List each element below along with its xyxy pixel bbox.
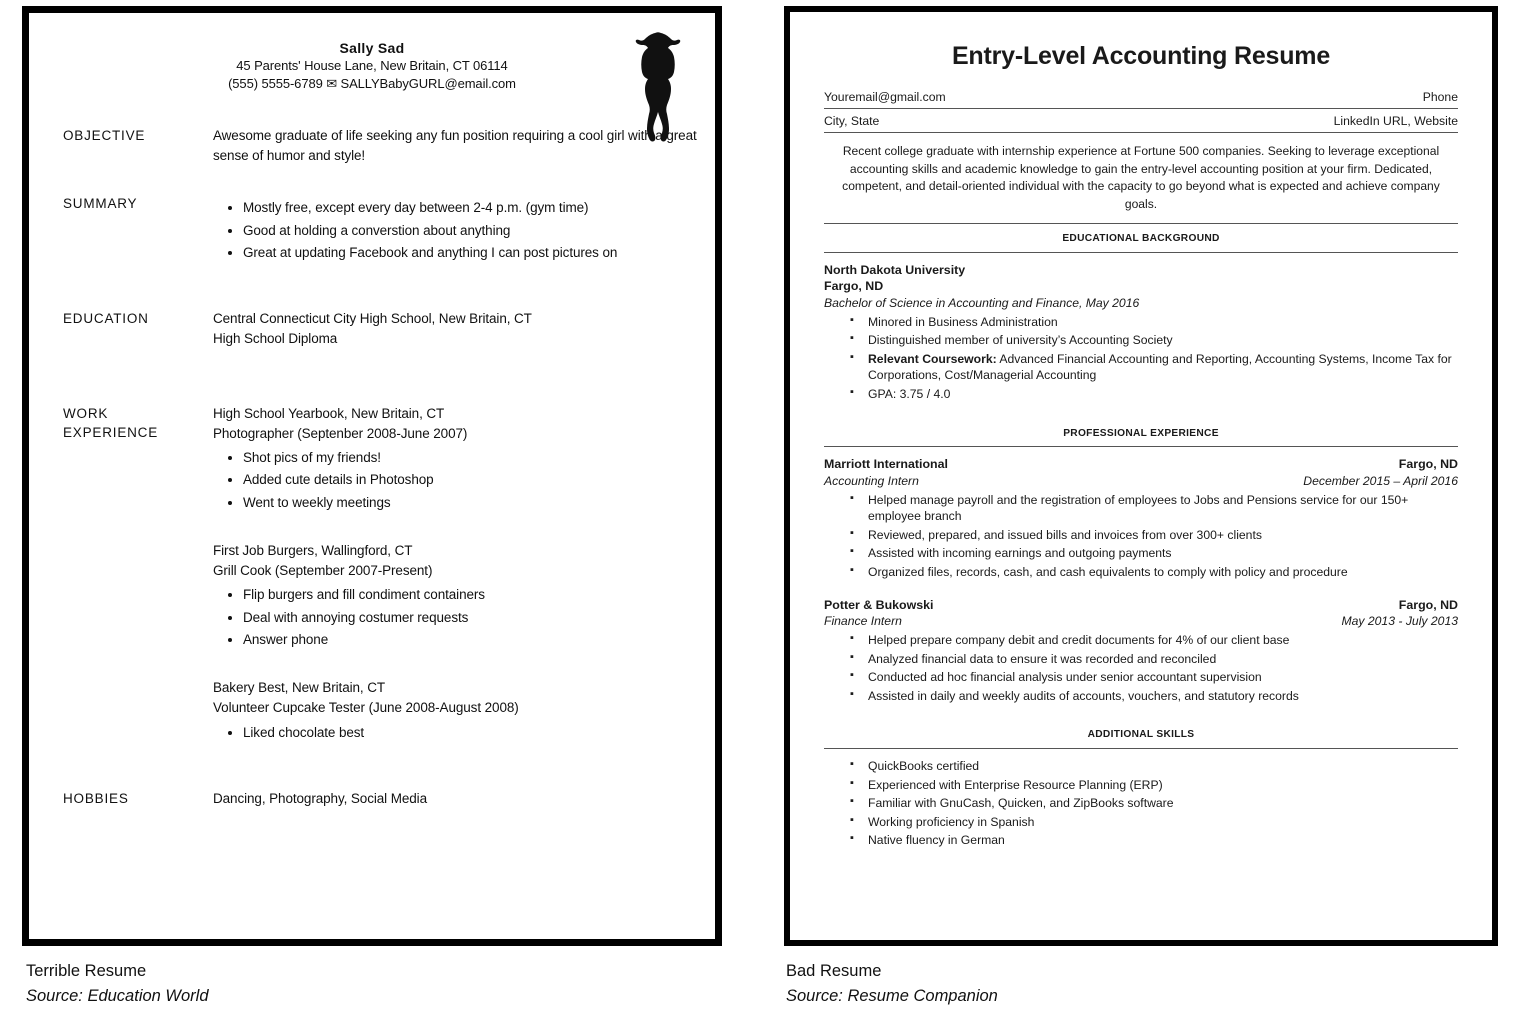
list-item: ▪ Analyzed financial data to ensure it was recorded and reconciled <box>850 651 1458 668</box>
left-job-1 <box>213 404 705 513</box>
right-job-1-location: Fargo, ND <box>1398 457 1458 472</box>
spacer <box>824 405 1458 419</box>
right-contact-row-1 <box>824 89 1458 109</box>
right-job-2-org-row <box>824 597 1458 613</box>
right-education-school: North Dakota University <box>824 262 966 277</box>
spacer <box>63 293 705 309</box>
list-item: • Good at holding a converstion about anything <box>243 221 705 241</box>
left-education-content <box>213 309 705 350</box>
right-job-1 <box>824 456 1458 580</box>
left-section-summary <box>63 194 705 265</box>
caption-right <box>786 962 998 1006</box>
left-education-line-1: Central Connecticut City High School, New Britain, CT <box>213 311 532 327</box>
right-job-1-org-row <box>824 456 1458 472</box>
right-education-degree: Bachelor of Science in Accounting and Finance, May 2016 <box>824 295 1140 310</box>
right-contact-row-2 <box>824 113 1458 133</box>
list-item: ▪ Working proficiency in Spanish <box>850 814 1458 831</box>
left-job-2-line-1: First Job Burgers, Wallingford, CT <box>213 542 413 558</box>
right-city-state: City, State <box>824 114 880 129</box>
list-item: ▪ Conducted ad hoc financial analysis under senior accountant supervision <box>850 669 1458 686</box>
list-item: ▪ Native fluency in German <box>850 832 1458 849</box>
terrible-resume-document <box>29 13 715 939</box>
left-hobbies-text: Dancing, Photography, Social Media <box>213 790 427 806</box>
left-section-education <box>63 309 705 350</box>
left-objective-label: OBJECTIVE <box>63 127 146 143</box>
list-item: • Mostly free, except every day between 2-4 p.m. (gym time) <box>243 198 705 218</box>
right-experience-heading-text: PROFESSIONAL EXPERIENCE <box>1063 427 1219 439</box>
right-job-2-dates: May 2013 - July 2013 <box>1341 613 1458 628</box>
right-job-2-list <box>824 632 1458 704</box>
right-education-list <box>824 314 1458 403</box>
right-job-1-role-row <box>824 473 1458 489</box>
left-job-3-line-1: Bakery Best, New Britain, CT <box>213 680 386 696</box>
bad-resume-image <box>784 6 1498 946</box>
right-education-location: Fargo, ND <box>824 279 884 294</box>
right-job-2-role: Finance Intern <box>824 613 902 628</box>
left-job-3 <box>213 678 705 743</box>
left-job-3-line-2: Volunteer Cupcake Tester (June 2008-August 2008) <box>213 700 519 716</box>
right-skills-list <box>824 758 1458 849</box>
left-section-hobbies <box>63 789 705 809</box>
left-resume-body <box>29 126 715 809</box>
left-job-1-line-2: Photographer (Septenber 2008-June 2007) <box>213 425 468 441</box>
spacer <box>63 352 705 378</box>
right-education-heading-text: EDUCATIONAL BACKGROUND <box>1062 233 1220 245</box>
spacer <box>824 583 1458 597</box>
right-job-2 <box>824 597 1458 705</box>
caption-right-title: Bad Resume <box>786 962 882 980</box>
left-section-work-experience <box>63 404 705 745</box>
right-summary: Recent college graduate with internship experience at Fortune 500 companies. Seeking to leverage exceptional accounting skills and academic knowledge to gain the entry-level accounting position at your firm. Dedicated, competent, and detail-oriented individual with the capacity to go beyond what is expected and achieve company goals. <box>824 143 1458 224</box>
right-links: LinkedIn URL, Website <box>1333 114 1458 129</box>
spacer <box>824 706 1458 720</box>
left-job-2 <box>213 541 705 650</box>
spacer <box>63 378 705 404</box>
right-education-location-row <box>824 278 1458 294</box>
caption-right-source: Source: Resume Companion <box>786 987 998 1005</box>
left-resume-address: 45 Parents' House Lane, New Britain, CT 06114 <box>236 58 508 74</box>
left-section-objective <box>63 126 705 167</box>
list-item: ▪ Helped manage payroll and the registration of employees to Jobs and Pensions service for our 150+ employee branch <box>850 492 1458 525</box>
list-item: ▪ Experienced with Enterprise Resource Planning (ERP) <box>850 777 1458 794</box>
left-job-1-line-1: High School Yearbook, New Britain, CT <box>213 405 445 421</box>
caption-left-title: Terrible Resume <box>26 962 147 980</box>
right-job-2-company: Potter & Bukowski <box>824 597 934 612</box>
left-job-1-list <box>213 448 705 513</box>
left-work-label-line-2: EXPERIENCE <box>63 425 159 441</box>
left-work-label <box>63 404 213 745</box>
right-job-2-location: Fargo, ND <box>1398 597 1458 612</box>
spacer <box>63 267 705 293</box>
caption-left <box>26 962 209 1006</box>
right-email: Youremail@gmail.com <box>824 90 946 104</box>
left-job-2-line-2: Grill Cook (September 2007-Present) <box>213 563 433 579</box>
right-job-2-role-row <box>824 613 1458 629</box>
right-skills-heading <box>824 720 1458 749</box>
left-hobbies-label: HOBBIES <box>63 790 129 806</box>
left-education-label: EDUCATION <box>63 311 149 327</box>
right-job-1-role: Accounting Intern <box>824 473 919 488</box>
right-job-1-list <box>824 492 1458 581</box>
list-item: • Liked chocolate best <box>243 723 705 743</box>
list-item: ▪ Helped prepare company debit and credit documents for 4% of our client base <box>850 632 1458 649</box>
list-item: • Added cute details in Photoshop <box>243 470 705 490</box>
left-objective-text: Awesome graduate of life seeking any fun position requiring a cool girl with a great sense of humor and style! <box>213 127 697 164</box>
list-item: ▪ Minored in Business Administration <box>850 314 1458 331</box>
list-item: ▪ Reviewed, prepared, and issued bills and invoices from over 300+ clients <box>850 527 1458 544</box>
list-item: ▪ Distinguished member of university’s Accounting Society <box>850 332 1458 349</box>
spacer <box>63 168 705 194</box>
list-item: ▪ Familiar with GnuCash, Quicken, and ZipBooks software <box>850 795 1458 812</box>
left-summary-content <box>213 194 705 265</box>
list-item: ▪ Assisted in daily and weekly audits of accounts, vouchers, and statutory records <box>850 688 1458 705</box>
left-job-3-list <box>213 723 705 743</box>
right-skills-heading-text: ADDITIONAL SKILLS <box>1087 729 1195 741</box>
right-experience-heading <box>824 419 1458 448</box>
left-resume-header <box>29 13 715 92</box>
caption-left-source: Source: Education World <box>26 987 209 1005</box>
bad-resume-document <box>790 12 1492 861</box>
right-phone: Phone <box>1422 90 1458 104</box>
left-work-content <box>213 404 705 745</box>
list-item: ▪ Organized files, records, cash, and cash equivalents to comply with policy and procedure <box>850 564 1458 581</box>
spacer <box>63 747 705 773</box>
spacer <box>63 773 705 789</box>
right-education-block <box>824 262 1458 403</box>
left-resume-name: Sally Sad <box>339 40 405 56</box>
list-item: • Answer phone <box>243 630 705 650</box>
list-item: ▪ Assisted with incoming earnings and outgoing payments <box>850 545 1458 562</box>
list-item: • Went to weekly meetings <box>243 493 705 513</box>
list-item: • Great at updating Facebook and anything I can post pictures on <box>243 243 705 263</box>
right-job-1-dates: December 2015 – April 2016 <box>1303 473 1458 488</box>
list-item-coursework <box>850 351 1458 384</box>
left-work-label-line-1: WORK <box>63 405 109 421</box>
left-summary-list <box>213 198 705 263</box>
spacer <box>213 515 705 541</box>
right-education-heading <box>824 224 1458 253</box>
left-resume-contact: (555) 5555-6789 ✉ SALLYBabyGURL@email.com <box>228 75 516 91</box>
right-coursework-text: Advanced Financial Accounting and Reporting, Accounting Systems, Income Tax for Corporations, Cost/Managerial Accounting <box>868 351 1452 383</box>
list-item: • Shot pics of my friends! <box>243 448 705 468</box>
right-coursework-label: Relevant Coursework: <box>868 351 997 366</box>
list-item: ▪ GPA: 3.75 / 4.0 <box>850 386 1458 403</box>
right-education-school-row <box>824 262 1458 278</box>
right-job-1-company: Marriott International <box>824 457 948 472</box>
right-resume-title: Entry-Level Accounting Resume <box>951 42 1331 70</box>
list-item: ▪ QuickBooks certified <box>850 758 1458 775</box>
list-item: • Deal with annoying costumer requests <box>243 608 705 628</box>
left-education-line-2: High School Diploma <box>213 331 338 347</box>
list-item: • Flip burgers and fill condiment containers <box>243 585 705 605</box>
spacer <box>213 652 705 678</box>
terrible-resume-image <box>22 6 722 946</box>
left-summary-label: SUMMARY <box>63 196 138 212</box>
left-job-2-list <box>213 585 705 650</box>
